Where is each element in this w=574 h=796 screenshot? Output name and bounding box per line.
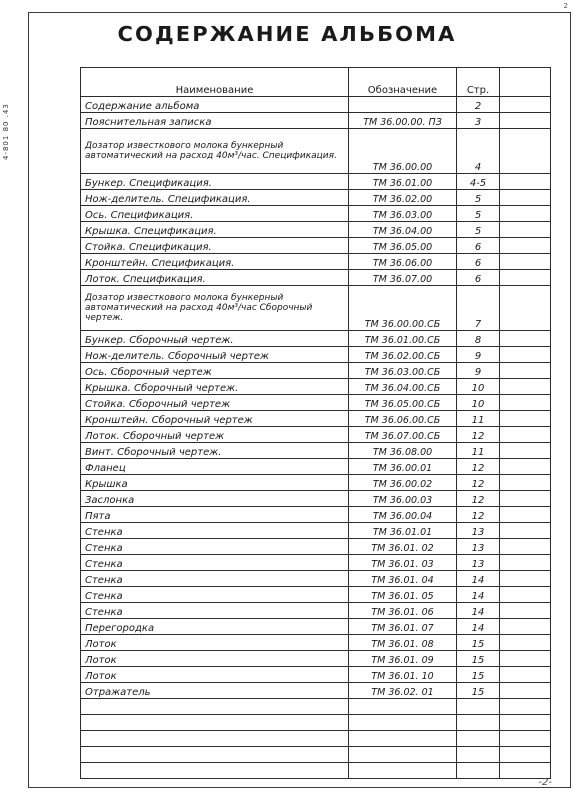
blank-cell xyxy=(457,763,500,779)
right-gap xyxy=(500,491,551,507)
right-gap xyxy=(500,331,551,347)
row-name: Стенка xyxy=(81,603,349,619)
right-gap xyxy=(500,747,551,763)
row-page: 15 xyxy=(457,651,500,667)
row-name: Фланец xyxy=(81,459,349,475)
row-page: 2 xyxy=(457,97,500,113)
row-code: ТМ 36.01. 04 xyxy=(349,571,457,587)
row-code: ТМ 36.01. 02 xyxy=(349,539,457,555)
table-row xyxy=(81,539,551,555)
right-gap xyxy=(500,379,551,395)
table-row xyxy=(81,395,551,411)
right-gap xyxy=(500,507,551,523)
blank-cell xyxy=(81,763,349,779)
row-name: Стенка xyxy=(81,571,349,587)
row-page: 12 xyxy=(457,475,500,491)
table-row xyxy=(81,523,551,539)
right-gap xyxy=(500,523,551,539)
blank-row xyxy=(81,747,551,763)
table-row xyxy=(81,206,551,222)
row-page: 6 xyxy=(457,238,500,254)
row-page: 10 xyxy=(457,379,500,395)
row-page: 10 xyxy=(457,395,500,411)
right-gap xyxy=(500,395,551,411)
right-gap xyxy=(500,667,551,683)
row-name: Ось. Сборочный чертеж xyxy=(81,363,349,379)
row-code: ТМ 36.06.00 xyxy=(349,254,457,270)
right-gap xyxy=(500,190,551,206)
row-name: Дозатор известкового молока бункерный автоматический на расход 40м³/час Сборочный чертеж. xyxy=(81,286,349,331)
side-code: 4-801 80 .43 xyxy=(2,103,10,160)
row-name: Перегородка xyxy=(81,619,349,635)
row-code: ТМ 36.07.00 xyxy=(349,270,457,286)
row-name: Стенка xyxy=(81,523,349,539)
blank-cell xyxy=(81,731,349,747)
right-gap xyxy=(500,651,551,667)
row-code: ТМ 36.02.00.СБ xyxy=(349,347,457,363)
row-code: ТМ 36.00.03 xyxy=(349,491,457,507)
row-name: Крышка xyxy=(81,475,349,491)
right-gap xyxy=(500,731,551,747)
blank-row xyxy=(81,715,551,731)
table-row xyxy=(81,635,551,651)
blank-cell xyxy=(81,715,349,731)
blank-row xyxy=(81,699,551,715)
blank-cell xyxy=(81,699,349,715)
right-gap xyxy=(500,97,551,113)
table-row xyxy=(81,286,551,331)
row-code: ТМ 36.00.00.СБ xyxy=(349,286,457,331)
right-gap xyxy=(500,587,551,603)
right-gap xyxy=(500,222,551,238)
row-page: 4-5 xyxy=(457,174,500,190)
row-code xyxy=(349,97,457,113)
table-row xyxy=(81,459,551,475)
table-row xyxy=(81,603,551,619)
right-gap xyxy=(500,68,551,97)
row-code: ТМ 36.00.00. ПЗ xyxy=(349,113,457,129)
table-row xyxy=(81,270,551,286)
table-row xyxy=(81,331,551,347)
row-code: ТМ 36.03.00.СБ xyxy=(349,363,457,379)
table-row xyxy=(81,379,551,395)
blank-cell xyxy=(457,715,500,731)
blank-cell xyxy=(81,747,349,763)
right-gap xyxy=(500,571,551,587)
table-row xyxy=(81,555,551,571)
row-code: ТМ 36.01. 03 xyxy=(349,555,457,571)
right-gap xyxy=(500,475,551,491)
row-name: Лоток. Сборочный чертеж xyxy=(81,427,349,443)
table-row xyxy=(81,363,551,379)
row-code: ТМ 36.04.00.СБ xyxy=(349,379,457,395)
row-page: 14 xyxy=(457,587,500,603)
row-code: ТМ 36.08.00 xyxy=(349,443,457,459)
table-row xyxy=(81,238,551,254)
row-code: ТМ 36.05.00.СБ xyxy=(349,395,457,411)
table-row xyxy=(81,683,551,699)
row-page: 7 xyxy=(457,286,500,331)
right-gap xyxy=(500,443,551,459)
blank-cell xyxy=(349,715,457,731)
row-name: Кронштейн. Сборочный чертеж xyxy=(81,411,349,427)
row-name: Стойка. Сборочный чертеж xyxy=(81,395,349,411)
row-code: ТМ 36.01.01 xyxy=(349,523,457,539)
row-page: 14 xyxy=(457,603,500,619)
right-gap xyxy=(500,270,551,286)
row-code: ТМ 36.01. 08 xyxy=(349,635,457,651)
right-gap xyxy=(500,411,551,427)
blank-cell xyxy=(349,763,457,779)
right-gap xyxy=(500,238,551,254)
row-page: 5 xyxy=(457,190,500,206)
row-page: 15 xyxy=(457,667,500,683)
row-code: ТМ 36.00.04 xyxy=(349,507,457,523)
row-name: Стенка xyxy=(81,555,349,571)
blank-cell xyxy=(457,731,500,747)
row-code: ТМ 36.01.00 xyxy=(349,174,457,190)
row-name: Бункер. Спецификация. xyxy=(81,174,349,190)
table-row xyxy=(81,129,551,174)
right-gap xyxy=(500,459,551,475)
row-page: 9 xyxy=(457,347,500,363)
blank-cell xyxy=(457,747,500,763)
row-name: Дозатор известкового молока бункерный автоматический на расход 40м³/час. Спецификация. xyxy=(81,129,349,174)
row-page: 13 xyxy=(457,539,500,555)
blank-row xyxy=(81,763,551,779)
row-name: Лоток xyxy=(81,667,349,683)
row-code: ТМ 36.05.00 xyxy=(349,238,457,254)
table-row xyxy=(81,651,551,667)
row-page: 6 xyxy=(457,254,500,270)
row-page: 11 xyxy=(457,411,500,427)
right-gap xyxy=(500,635,551,651)
table-row xyxy=(81,347,551,363)
row-page: 3 xyxy=(457,113,500,129)
right-gap xyxy=(500,286,551,331)
header-name: Наименование xyxy=(81,68,349,97)
row-page: 14 xyxy=(457,571,500,587)
right-gap xyxy=(500,254,551,270)
right-gap xyxy=(500,555,551,571)
row-page: 4 xyxy=(457,129,500,174)
table-row xyxy=(81,222,551,238)
row-code: ТМ 36.02. 01 xyxy=(349,683,457,699)
sheet-number: -2- xyxy=(538,777,552,788)
row-page: 13 xyxy=(457,523,500,539)
contents-table xyxy=(80,67,551,779)
row-name: Крышка. Сборочный чертеж. xyxy=(81,379,349,395)
row-code: ТМ 36.00.02 xyxy=(349,475,457,491)
table-row xyxy=(81,427,551,443)
row-name: Бункер. Сборочный чертеж. xyxy=(81,331,349,347)
right-gap xyxy=(500,539,551,555)
row-name: Стенка xyxy=(81,587,349,603)
row-code: ТМ 36.04.00 xyxy=(349,222,457,238)
row-name: Лоток xyxy=(81,635,349,651)
right-gap xyxy=(500,347,551,363)
row-name: Нож-делитель. Спецификация. xyxy=(81,190,349,206)
row-page: 14 xyxy=(457,619,500,635)
right-gap xyxy=(500,715,551,731)
row-code: ТМ 36.07.00.СБ xyxy=(349,427,457,443)
row-name: Пята xyxy=(81,507,349,523)
row-code: ТМ 36.01. 07 xyxy=(349,619,457,635)
row-name: Стенка xyxy=(81,539,349,555)
row-page: 6 xyxy=(457,270,500,286)
table-row xyxy=(81,667,551,683)
table-row xyxy=(81,571,551,587)
table-body xyxy=(81,97,551,779)
row-page: 15 xyxy=(457,683,500,699)
table-row xyxy=(81,443,551,459)
row-page: 12 xyxy=(457,507,500,523)
table-row xyxy=(81,254,551,270)
table-row xyxy=(81,411,551,427)
row-page: 13 xyxy=(457,555,500,571)
right-gap xyxy=(500,174,551,190)
row-page: 12 xyxy=(457,459,500,475)
row-name: Содержание альбома xyxy=(81,97,349,113)
row-code: ТМ 36.01. 09 xyxy=(349,651,457,667)
blank-cell xyxy=(349,731,457,747)
table-row xyxy=(81,113,551,129)
row-name: Заслонка xyxy=(81,491,349,507)
header-code: Обозначение xyxy=(349,68,457,97)
row-page: 8 xyxy=(457,331,500,347)
row-name: Отражатель xyxy=(81,683,349,699)
right-gap xyxy=(500,113,551,129)
right-gap xyxy=(500,363,551,379)
row-code: ТМ 36.01.00.СБ xyxy=(349,331,457,347)
row-page: 12 xyxy=(457,427,500,443)
row-page: 5 xyxy=(457,206,500,222)
right-gap xyxy=(500,427,551,443)
header-row xyxy=(81,68,551,97)
table-row xyxy=(81,174,551,190)
page-title: СОДЕРЖАНИЕ АЛЬБОМА xyxy=(117,22,457,46)
row-code: ТМ 36.02.00 xyxy=(349,190,457,206)
blank-cell xyxy=(457,699,500,715)
right-gap xyxy=(500,603,551,619)
row-name: Кронштейн. Спецификация. xyxy=(81,254,349,270)
table-row xyxy=(81,190,551,206)
table-row xyxy=(81,507,551,523)
blank-cell xyxy=(349,747,457,763)
table-row xyxy=(81,619,551,635)
row-name: Стойка. Спецификация. xyxy=(81,238,349,254)
table-row xyxy=(81,475,551,491)
right-gap xyxy=(500,683,551,699)
header-page: Стр. xyxy=(457,68,500,97)
right-gap xyxy=(500,206,551,222)
table-row xyxy=(81,97,551,113)
row-code: ТМ 36.06.00.СБ xyxy=(349,411,457,427)
row-code: ТМ 36.01. 06 xyxy=(349,603,457,619)
row-page: 9 xyxy=(457,363,500,379)
row-name: Нож-делитель. Сборочный чертеж xyxy=(81,347,349,363)
corner-mark: 2 xyxy=(563,2,568,10)
row-name: Лоток. Спецификация. xyxy=(81,270,349,286)
row-name: Пояснительная записка xyxy=(81,113,349,129)
row-code: ТМ 36.00.00 xyxy=(349,129,457,174)
blank-row xyxy=(81,731,551,747)
row-name: Лоток xyxy=(81,651,349,667)
row-page: 12 xyxy=(457,491,500,507)
row-code: ТМ 36.01. 10 xyxy=(349,667,457,683)
blank-cell xyxy=(349,699,457,715)
row-page: 5 xyxy=(457,222,500,238)
right-gap xyxy=(500,619,551,635)
row-name: Крышка. Спецификация. xyxy=(81,222,349,238)
row-page: 15 xyxy=(457,635,500,651)
right-gap xyxy=(500,129,551,174)
row-code: ТМ 36.00.01 xyxy=(349,459,457,475)
right-gap xyxy=(500,699,551,715)
row-name: Винт. Сборочный чертеж. xyxy=(81,443,349,459)
row-page: 11 xyxy=(457,443,500,459)
table-row xyxy=(81,587,551,603)
row-name: Ось. Спецификация. xyxy=(81,206,349,222)
row-code: ТМ 36.03.00 xyxy=(349,206,457,222)
row-code: ТМ 36.01. 05 xyxy=(349,587,457,603)
table-row xyxy=(81,491,551,507)
